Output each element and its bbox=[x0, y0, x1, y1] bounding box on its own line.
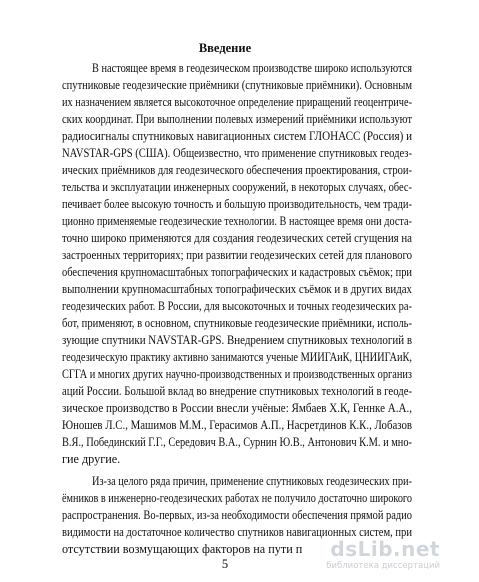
text-line: ционно применяемые геодезические технологии. В настоящее время они доста- bbox=[62, 214, 412, 228]
text-line: В настоящее время в геодезическом производстве широко используются bbox=[92, 61, 412, 75]
text-line: В.Я., Побединский Г.Г., Середович В.А., Сурнин Ю.В., Антонович К.М. и мно- bbox=[62, 435, 413, 449]
watermark-logo bbox=[308, 538, 440, 576]
text-line: выполнении крупномасштабных топографических съёмок и в других видах bbox=[62, 282, 412, 296]
text-line: геодезическую практику активно занимаются ученые МИИГАиК, ЦНИИГАиК, bbox=[62, 350, 413, 364]
text-line: отсутствии возмущающих факторов на пути п bbox=[62, 542, 303, 556]
watermark-subtitle: библиотека диссертаций bbox=[326, 561, 440, 571]
text-line: геодезических работ. В России, для высокоточных и точных геодезических ра- bbox=[62, 299, 413, 313]
page-number: 5 bbox=[221, 557, 229, 571]
text-line: зующие спутники NAVSTAR-GPS. Внедрением спутниковых технологий в bbox=[62, 333, 412, 347]
text-line: ских координат. При выполнении полевых измерений приёмники используют bbox=[62, 112, 413, 126]
text-line: СГГА и многих других научно-производственных и производственных организ bbox=[62, 367, 413, 381]
text-line: спутниковые геодезические приёмники (спутниковые приёмники). Основным bbox=[62, 78, 413, 92]
text-line: точно широко применяются для создания геодезических сетей сгущения на bbox=[62, 231, 413, 245]
watermark-title: dsLib.net bbox=[330, 537, 440, 561]
text-line: застроенных территориях; при развитии геодезических сетей для планового bbox=[62, 248, 413, 262]
text-line: обеспечения крупномасштабных топографических и кадастровых съёмок; при bbox=[62, 265, 413, 279]
text-line: бот, применяют, в основном, спутниковые геодезические приёмники, исполь- bbox=[62, 316, 413, 330]
text-line: радиосигналы спутниковых навигационных систем ГЛОНАСС (Россия) и bbox=[62, 129, 413, 143]
section-title: Введение bbox=[198, 41, 252, 55]
text-line: Юношев Л.С., Машимов М.М., Герасимов А.П., Насретдинов К.К., Лобазов bbox=[62, 418, 412, 432]
text-line: распространения. Во-первых, из-за необходимости обеспечения прямой радио bbox=[62, 508, 413, 522]
text-line: тельства и эксплуатации инженерных сооружений, в некоторых случаях, обес- bbox=[62, 180, 412, 194]
text-line: гие другие. bbox=[62, 452, 121, 466]
text-line: аций России. Большой вклад во внедрение спутниковых технологий в геоде- bbox=[62, 384, 413, 398]
text-line: зическое производство в России внесли учёные: Ямбаев Х.К, Геннке А.А., bbox=[62, 401, 413, 415]
text-line: ёмников в инженерно-геодезических работах не получило достаточно широкого bbox=[62, 491, 412, 505]
text-line: печивает более высокую точность и большую производительность, чем тради- bbox=[62, 197, 412, 211]
text-line: видимости на достаточное количество спутников навигационных систем, при bbox=[62, 525, 412, 539]
text-line: Из-за целого ряда причин, применение спутниковых геодезических при- bbox=[92, 474, 412, 488]
text-line: ических приёмников для геодезического обеспечения проектирования, строи- bbox=[62, 163, 413, 177]
text-line: NAVSTAR-GPS (США). Общеизвестно, что применение спутниковых геодез- bbox=[62, 146, 413, 160]
text-line: их назначением является высокоточное определение приращений геоцентриче- bbox=[62, 95, 413, 109]
